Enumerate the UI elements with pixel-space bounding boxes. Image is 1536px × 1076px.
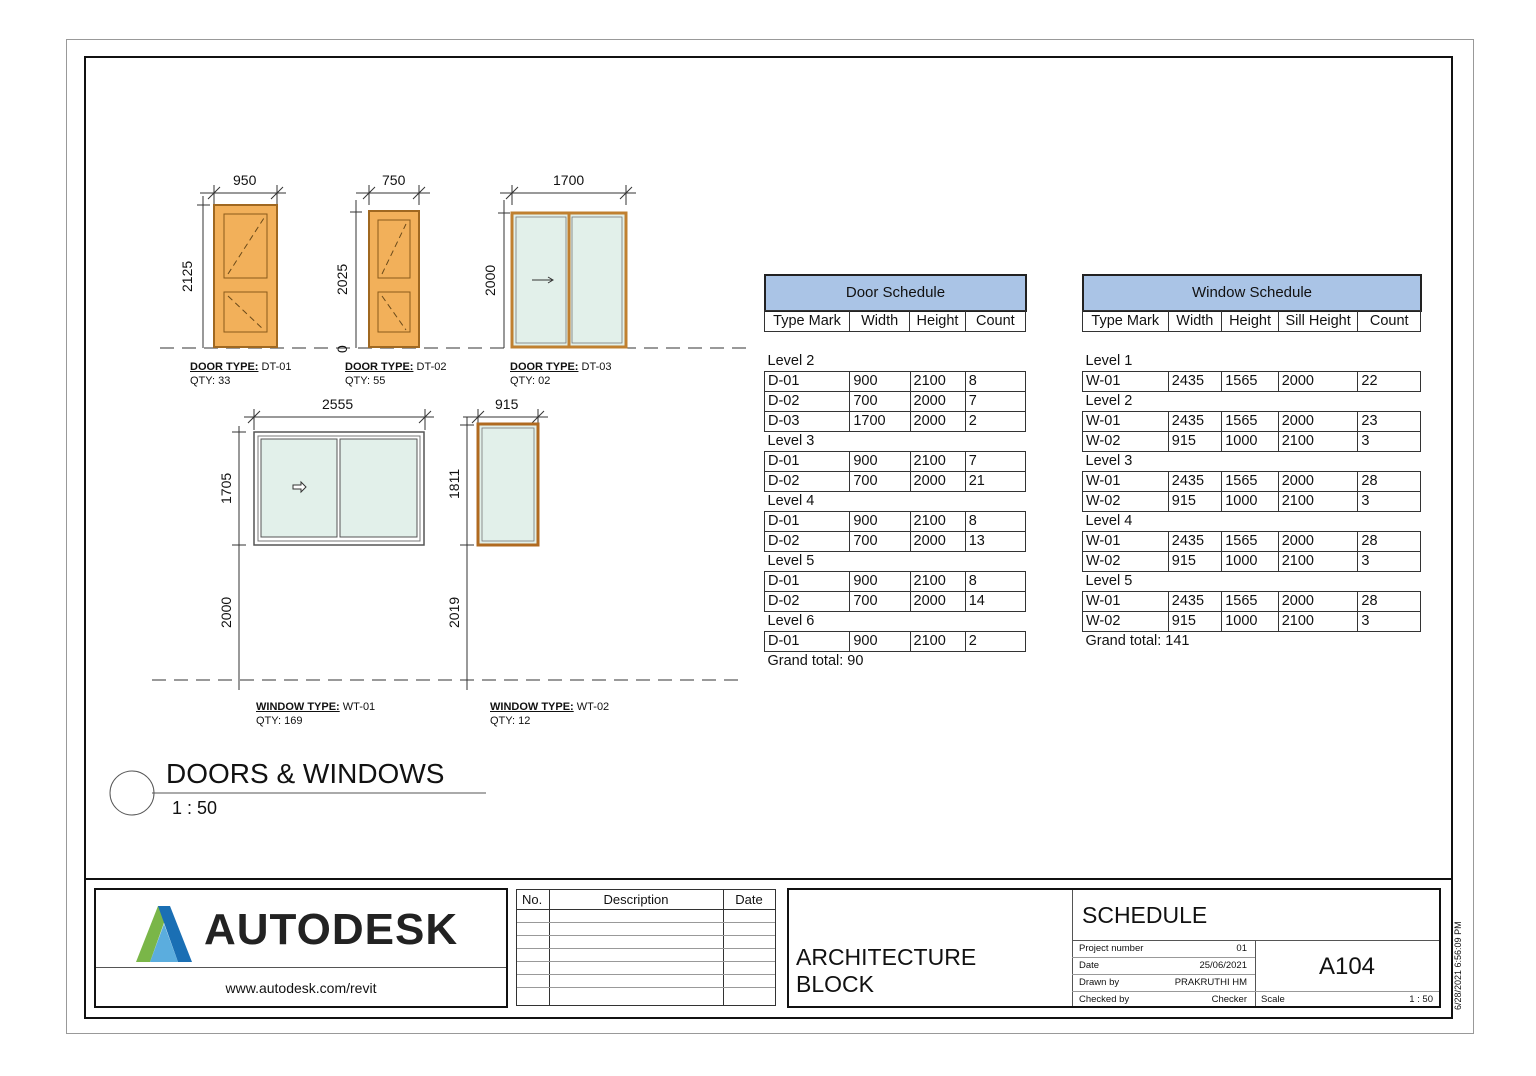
door-schedule-header bbox=[764, 310, 1026, 332]
door-schedule-cell: 2000 bbox=[910, 472, 965, 492]
window-wt-02-elevation bbox=[460, 409, 548, 690]
window-schedule-cell: 28 bbox=[1358, 532, 1421, 552]
door-dt-02-qty: QTY: 55 bbox=[345, 375, 386, 387]
door-dt-03-type-label: DOOR TYPE: DT-03 bbox=[510, 361, 612, 373]
view-callout-circle bbox=[110, 771, 154, 815]
door-col-count: Count bbox=[975, 313, 1015, 329]
drawn-by-label: Drawn by bbox=[1079, 977, 1120, 988]
table-row bbox=[765, 632, 1026, 652]
window-schedule-cell: 2000 bbox=[1278, 412, 1358, 432]
door-schedule-cell: D-02 bbox=[765, 392, 850, 412]
window-schedule-cell: 915 bbox=[1168, 552, 1221, 572]
table-row bbox=[765, 372, 1026, 392]
window-level-row bbox=[1083, 572, 1421, 592]
door-schedule-cell: 13 bbox=[965, 532, 1025, 552]
drawn-by-value: PRAKRUTHI HM bbox=[1174, 977, 1247, 988]
window-schedule-cell: W-01 bbox=[1083, 532, 1169, 552]
table-row bbox=[1083, 492, 1421, 512]
revision-table bbox=[516, 889, 776, 1006]
window-wt-02-height: 1811 bbox=[446, 468, 462, 499]
autodesk-logo-icon bbox=[132, 904, 196, 964]
door-schedule-cell: 900 bbox=[850, 372, 910, 392]
door-schedule-cell: 900 bbox=[850, 512, 910, 532]
window-schedule-cell: 1565 bbox=[1222, 372, 1279, 392]
date-label: Date bbox=[1079, 960, 1100, 971]
door-dt-01-height: 2125 bbox=[179, 260, 195, 292]
door-schedule-cell: 700 bbox=[850, 592, 910, 612]
door-schedule-cell: 21 bbox=[965, 472, 1025, 492]
window-schedule-cell: 3 bbox=[1358, 432, 1421, 452]
door-level-row bbox=[765, 432, 1026, 452]
table-row bbox=[1083, 552, 1421, 572]
door-col-type-mark: Type Mark bbox=[765, 311, 850, 331]
table-row bbox=[1083, 592, 1421, 612]
door-level-row bbox=[765, 552, 1026, 572]
window-schedule-cell: 1000 bbox=[1222, 552, 1279, 572]
door-dt-01-qty: QTY: 33 bbox=[190, 375, 231, 387]
window-schedule-cell: 2435 bbox=[1168, 472, 1221, 492]
window-schedule-cell: 28 bbox=[1358, 472, 1421, 492]
window-level-label: Level 4 bbox=[1085, 513, 1133, 529]
window-schedule-cell: 2435 bbox=[1168, 412, 1221, 432]
window-col-type-mark: Type Mark bbox=[1083, 311, 1169, 331]
window-col-height: Height bbox=[1222, 311, 1279, 331]
door-level-row bbox=[765, 612, 1026, 632]
window-schedule-cell: 915 bbox=[1168, 612, 1221, 632]
window-schedule-cell: 2000 bbox=[1278, 372, 1358, 392]
door-schedule-cell: D-03 bbox=[765, 412, 850, 432]
door-level-label: Level 6 bbox=[767, 613, 815, 629]
table-row bbox=[1083, 372, 1421, 392]
sheet-name: SCHEDULE bbox=[1082, 902, 1208, 928]
door-schedule-cell: 2100 bbox=[910, 512, 965, 532]
project-number-value: 01 bbox=[1236, 943, 1247, 954]
window-schedule-cell: 915 bbox=[1168, 492, 1221, 512]
table-row bbox=[1083, 412, 1421, 432]
window-schedule-table bbox=[1082, 352, 1421, 651]
window-level-row bbox=[1083, 352, 1421, 372]
window-col-width: Width bbox=[1169, 311, 1223, 331]
door-schedule-cell: 2100 bbox=[910, 452, 965, 472]
window-wt-01-width: 2555 bbox=[322, 396, 354, 412]
window-wt-01-sill: 2000 bbox=[218, 596, 234, 628]
table-row bbox=[1083, 532, 1421, 552]
window-schedule-cell: 1565 bbox=[1222, 472, 1279, 492]
window-wt-02-qty: QTY: 12 bbox=[490, 715, 531, 727]
window-schedule-cell: 2435 bbox=[1168, 592, 1221, 612]
table-row bbox=[765, 392, 1026, 412]
door-schedule-cell: D-01 bbox=[765, 572, 850, 592]
rev-col-description: Description bbox=[603, 892, 669, 907]
door-level-label: Level 5 bbox=[767, 553, 815, 569]
window-level-row bbox=[1083, 452, 1421, 472]
window-level-label: Level 2 bbox=[1085, 393, 1133, 409]
door-schedule-cell: 8 bbox=[965, 512, 1025, 532]
window-wt-01-height: 1705 bbox=[218, 472, 234, 504]
door-schedule-cell: 700 bbox=[850, 392, 910, 412]
door-schedule-cell: D-02 bbox=[765, 472, 850, 492]
window-schedule-cell: 1000 bbox=[1222, 432, 1279, 452]
door-dt-02-type-label: DOOR TYPE: DT-02 bbox=[345, 361, 447, 373]
door-schedule-cell: 2100 bbox=[910, 372, 965, 392]
door-dt-03-elevation bbox=[498, 185, 636, 348]
window-schedule-cell: W-02 bbox=[1083, 432, 1169, 452]
window-grand-total-row bbox=[1083, 632, 1421, 652]
door-schedule-cell: 900 bbox=[850, 572, 910, 592]
view-title: DOORS & WINDOWS bbox=[166, 758, 445, 789]
logo-panel bbox=[94, 888, 508, 1008]
door-schedule-cell: 2100 bbox=[910, 572, 965, 592]
view-scale: 1 : 50 bbox=[172, 798, 218, 818]
door-schedule-cell: 8 bbox=[965, 572, 1025, 592]
window-schedule-cell: 2100 bbox=[1278, 552, 1358, 572]
window-schedule-cell: 3 bbox=[1358, 492, 1421, 512]
window-schedule-cell: 1565 bbox=[1222, 532, 1279, 552]
table-row bbox=[765, 472, 1026, 492]
window-schedule-cell: W-01 bbox=[1083, 472, 1169, 492]
window-wt-01-type-label: WINDOW TYPE: WT-01 bbox=[256, 701, 376, 713]
window-level-label: Level 5 bbox=[1085, 573, 1133, 589]
door-schedule-cell: 700 bbox=[850, 472, 910, 492]
door-dt-01-width: 950 bbox=[233, 172, 257, 188]
rev-col-date: Date bbox=[735, 892, 763, 907]
window-schedule-cell: 1000 bbox=[1222, 612, 1279, 632]
window-wt-02-width: 915 bbox=[495, 396, 519, 412]
door-schedule-cell: 2100 bbox=[910, 632, 965, 652]
window-schedule-cell: 22 bbox=[1358, 372, 1421, 392]
print-timestamp: 6/28/2021 6:56:09 PM bbox=[1453, 921, 1463, 1010]
door-dt-01-type-label: DOOR TYPE: DT-01 bbox=[190, 361, 292, 373]
door-schedule-cell: 2 bbox=[965, 632, 1025, 652]
door-dt-03-qty: QTY: 02 bbox=[510, 375, 551, 387]
table-row bbox=[765, 532, 1026, 552]
sheet-info-panel bbox=[787, 888, 1441, 1008]
door-schedule-cell: 8 bbox=[965, 372, 1025, 392]
door-schedule-cell: 700 bbox=[850, 532, 910, 552]
table-row bbox=[765, 452, 1026, 472]
window-schedule-cell: 2100 bbox=[1278, 492, 1358, 512]
table-row bbox=[1083, 472, 1421, 492]
checked-by-label: Checked by bbox=[1079, 994, 1130, 1005]
window-schedule-cell: 3 bbox=[1358, 612, 1421, 632]
window-grand-total: Grand total: 141 bbox=[1085, 633, 1190, 649]
door-col-width: Width bbox=[850, 311, 910, 331]
door-schedule-cell: 7 bbox=[965, 392, 1025, 412]
table-row bbox=[1083, 612, 1421, 632]
window-schedule-cell: 2100 bbox=[1278, 432, 1358, 452]
table-row bbox=[765, 412, 1026, 432]
window-schedule-cell: 3 bbox=[1358, 552, 1421, 572]
window-col-count: Count bbox=[1369, 313, 1409, 329]
window-schedule-header bbox=[1082, 310, 1421, 332]
project-name-line2: BLOCK bbox=[796, 971, 874, 997]
table-row bbox=[765, 592, 1026, 612]
door-level-row bbox=[765, 492, 1026, 512]
door-schedule-cell: 14 bbox=[965, 592, 1025, 612]
door-schedule-cell: 1700 bbox=[850, 412, 910, 432]
window-wt-01-qty: QTY: 169 bbox=[256, 715, 303, 727]
door-dt-03-width: 1700 bbox=[553, 172, 585, 188]
door-dt-02-height: 2025 bbox=[334, 263, 350, 295]
window-schedule-cell: 915 bbox=[1168, 432, 1221, 452]
window-level-label: Level 1 bbox=[1085, 353, 1133, 369]
window-wt-01-elevation bbox=[232, 409, 434, 690]
door-level-label: Level 4 bbox=[767, 493, 815, 509]
project-name-line1: ARCHITECTURE bbox=[796, 944, 977, 970]
window-schedule-cell: W-01 bbox=[1083, 592, 1169, 612]
door-schedule-cell: D-01 bbox=[765, 512, 850, 532]
door-schedule-cell: D-01 bbox=[765, 372, 850, 392]
door-schedule-title: Door Schedule bbox=[764, 274, 1027, 312]
door-dt-02-zero: 0 bbox=[334, 345, 350, 353]
window-col-sill-height: Sill Height bbox=[1279, 311, 1359, 331]
door-col-height: Height bbox=[910, 311, 965, 331]
window-schedule-cell: 2435 bbox=[1168, 372, 1221, 392]
project-number-label: Project number bbox=[1079, 943, 1144, 954]
date-value: 25/06/2021 bbox=[1199, 960, 1247, 971]
autodesk-website: www.autodesk.com/revit bbox=[225, 980, 377, 996]
door-level-row bbox=[765, 352, 1026, 372]
window-schedule-cell: 2000 bbox=[1278, 532, 1358, 552]
door-dt-03-height: 2000 bbox=[482, 264, 498, 296]
door-level-label: Level 2 bbox=[767, 353, 815, 369]
scale-label: Scale bbox=[1261, 994, 1285, 1005]
window-level-row bbox=[1083, 392, 1421, 412]
scale-value: 1 : 50 bbox=[1409, 994, 1433, 1005]
door-grand-total: Grand total: 90 bbox=[767, 653, 864, 669]
window-schedule-cell: 2000 bbox=[1278, 592, 1358, 612]
door-dt-02-elevation bbox=[350, 185, 430, 348]
door-grand-total-row bbox=[765, 652, 1026, 672]
door-schedule-cell: 2000 bbox=[910, 412, 965, 432]
window-schedule-title: Window Schedule bbox=[1082, 274, 1422, 312]
door-schedule-table bbox=[764, 352, 1026, 671]
window-schedule-cell: W-02 bbox=[1083, 492, 1169, 512]
window-wt-02-sill: 2019 bbox=[446, 596, 462, 628]
door-schedule-cell: 2000 bbox=[910, 392, 965, 412]
window-level-label: Level 3 bbox=[1085, 453, 1133, 469]
window-schedule-cell: 1000 bbox=[1222, 492, 1279, 512]
door-schedule-cell: 7 bbox=[965, 452, 1025, 472]
door-dt-01-elevation bbox=[197, 185, 286, 348]
window-schedule-cell: W-01 bbox=[1083, 372, 1169, 392]
window-schedule-cell: 2000 bbox=[1278, 472, 1358, 492]
door-schedule-cell: D-01 bbox=[765, 632, 850, 652]
window-schedule-cell: 2100 bbox=[1278, 612, 1358, 632]
window-schedule-cell: W-02 bbox=[1083, 612, 1169, 632]
window-schedule-cell: W-02 bbox=[1083, 552, 1169, 572]
window-schedule-cell: W-01 bbox=[1083, 412, 1169, 432]
door-schedule-cell: 2000 bbox=[910, 532, 965, 552]
window-schedule-cell: 28 bbox=[1358, 592, 1421, 612]
window-schedule-cell: 1565 bbox=[1222, 412, 1279, 432]
table-row bbox=[765, 512, 1026, 532]
door-schedule-cell: 900 bbox=[850, 632, 910, 652]
door-level-label: Level 3 bbox=[767, 433, 815, 449]
window-schedule-cell: 2435 bbox=[1168, 532, 1221, 552]
table-row bbox=[1083, 432, 1421, 452]
rev-col-no: No. bbox=[522, 892, 543, 907]
door-schedule-cell: 2 bbox=[965, 412, 1025, 432]
door-schedule-cell: D-02 bbox=[765, 592, 850, 612]
door-schedule-cell: D-01 bbox=[765, 452, 850, 472]
door-schedule-cell: 900 bbox=[850, 452, 910, 472]
door-dt-02-width: 750 bbox=[382, 172, 406, 188]
door-schedule-cell: D-02 bbox=[765, 532, 850, 552]
window-schedule-cell: 23 bbox=[1358, 412, 1421, 432]
autodesk-logo-text: AUTODESK bbox=[204, 905, 459, 954]
window-schedule-cell: 1565 bbox=[1222, 592, 1279, 612]
window-wt-02-type-label: WINDOW TYPE: WT-02 bbox=[490, 701, 610, 713]
table-row bbox=[765, 572, 1026, 592]
window-level-row bbox=[1083, 512, 1421, 532]
checked-by-value: Checker bbox=[1211, 994, 1247, 1005]
door-schedule-cell: 2000 bbox=[910, 592, 965, 612]
sheet-number: A104 bbox=[1318, 953, 1376, 980]
